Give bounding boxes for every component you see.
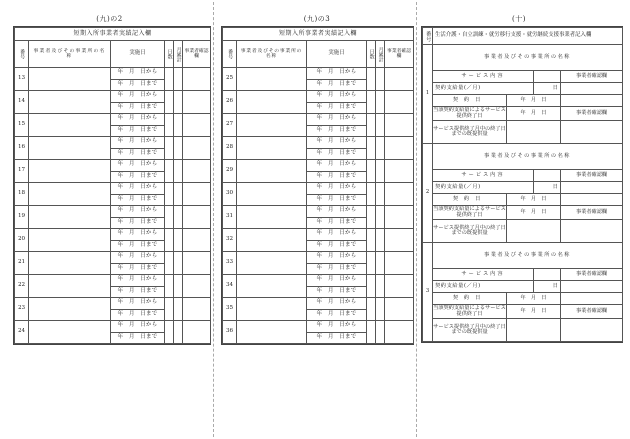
row-number: 32 — [223, 229, 237, 252]
end-date-cell: 年 月 日 — [507, 107, 561, 121]
service-cell[interactable] — [534, 170, 561, 182]
provided-cell[interactable] — [507, 220, 561, 243]
col-header-confirm: 事業者確認欄 — [183, 41, 211, 68]
days-cell[interactable] — [165, 275, 174, 298]
table-row — [423, 170, 623, 182]
confirm-cell[interactable] — [561, 182, 623, 194]
confirm-cell[interactable] — [183, 229, 211, 252]
business-name-cell[interactable] — [29, 183, 111, 206]
table-row — [423, 83, 623, 95]
days-cell[interactable] — [367, 137, 376, 160]
table-row — [423, 194, 623, 206]
confirm-cell[interactable] — [183, 68, 211, 91]
confirm-cell[interactable] — [385, 275, 414, 298]
blank-cell[interactable] — [561, 194, 623, 206]
date-from-cell[interactable]: 年 月 日から — [111, 252, 165, 264]
block-number: 3 — [423, 243, 433, 342]
table-row — [423, 144, 623, 170]
date-from-cell[interactable]: 年 月 日から — [111, 206, 165, 218]
date-to-cell[interactable]: 年 月 日まで — [307, 240, 367, 252]
page-label-9-3: (九)の3 — [303, 15, 331, 23]
date-from-cell[interactable]: 年 月 日から — [307, 298, 367, 310]
row-number: 34 — [223, 275, 237, 298]
confirm-cell[interactable] — [183, 298, 211, 321]
confirm-cell[interactable] — [385, 91, 414, 114]
business-name-cell[interactable] — [29, 275, 111, 298]
business-name-cell[interactable] — [237, 298, 307, 321]
contract-date-cell: 年 月 日 — [507, 95, 561, 107]
business-name-cell[interactable] — [237, 206, 307, 229]
row-number: 35 — [223, 298, 237, 321]
table-row — [223, 229, 414, 241]
monthly-total-cell[interactable] — [174, 114, 183, 137]
days-cell[interactable] — [165, 298, 174, 321]
days-cell[interactable] — [165, 137, 174, 160]
days-cell[interactable] — [367, 275, 376, 298]
date-from-cell[interactable]: 年 月 日から — [111, 160, 165, 172]
date-from-cell[interactable]: 年 月 日から — [111, 114, 165, 126]
col-header-date: 実施日 — [307, 41, 367, 68]
confirm-cell[interactable] — [385, 252, 414, 275]
panel-divider — [416, 2, 417, 437]
date-to-cell[interactable]: 年 月 日まで — [307, 79, 367, 91]
date-from-cell[interactable]: 年 月 日から — [307, 91, 367, 103]
provided-cell[interactable] — [507, 319, 561, 342]
monthly-total-cell[interactable] — [174, 229, 183, 252]
col-header-business: 事業者及びその事業所の名称 — [29, 41, 111, 68]
days-cell[interactable] — [367, 206, 376, 229]
row-number: 16 — [15, 137, 29, 160]
col-header-number: 番号 — [15, 41, 29, 68]
date-from-cell[interactable]: 年 月 日から — [111, 91, 165, 103]
panel-service-records — [421, 26, 623, 343]
col-header-days: 日数 — [165, 41, 174, 68]
date-from-cell[interactable]: 年 月 日から — [307, 229, 367, 241]
row-number: 21 — [15, 252, 29, 275]
business-name-cell[interactable] — [237, 91, 307, 114]
business-name-cell[interactable] — [237, 252, 307, 275]
panel-divider — [213, 2, 214, 437]
date-to-cell[interactable]: 年 月 日まで — [111, 240, 165, 252]
monthly-total-cell[interactable] — [174, 298, 183, 321]
row-number: 22 — [15, 275, 29, 298]
blank-cell[interactable] — [561, 293, 623, 305]
confirm-cell[interactable] — [561, 220, 623, 243]
date-from-cell[interactable]: 年 月 日から — [111, 298, 165, 310]
monthly-total-cell[interactable] — [376, 298, 385, 321]
business-name-cell[interactable] — [29, 252, 111, 275]
table-row — [423, 220, 623, 243]
table-row — [15, 114, 211, 126]
monthly-total-cell[interactable] — [174, 206, 183, 229]
monthly-total-cell[interactable] — [174, 252, 183, 275]
date-from-cell[interactable]: 年 月 日から — [307, 321, 367, 333]
end-date-cell: 年 月 日 — [507, 206, 561, 220]
contract-amount-cell: 日 — [534, 281, 561, 293]
table-row — [223, 275, 414, 287]
days-cell[interactable] — [367, 183, 376, 206]
service-label: サービス内容 — [433, 170, 534, 182]
business-name-cell[interactable] — [237, 229, 307, 252]
days-cell[interactable] — [367, 229, 376, 252]
confirm-cell[interactable] — [183, 275, 211, 298]
monthly-total-cell[interactable] — [376, 91, 385, 114]
date-from-cell[interactable]: 年 月 日から — [111, 137, 165, 149]
col-header-number: 番号 — [223, 41, 237, 68]
table-row — [423, 319, 623, 342]
confirm-cell[interactable] — [183, 252, 211, 275]
confirm-cell[interactable] — [183, 114, 211, 137]
monthly-total-cell[interactable] — [376, 160, 385, 183]
date-from-cell[interactable]: 年 月 日から — [111, 275, 165, 287]
date-from-cell[interactable]: 年 月 日から — [307, 137, 367, 149]
confirm-cell[interactable] — [183, 206, 211, 229]
days-cell[interactable] — [367, 298, 376, 321]
table-row — [423, 71, 623, 83]
business-name-cell[interactable] — [237, 183, 307, 206]
row-number: 13 — [15, 68, 29, 91]
contract-amount-label: 契約支給量(／月) — [433, 182, 534, 194]
date-from-cell[interactable]: 年 月 日から — [111, 68, 165, 80]
row-number: 20 — [15, 229, 29, 252]
business-name-cell[interactable] — [29, 114, 111, 137]
date-from-cell[interactable]: 年 月 日から — [307, 160, 367, 172]
monthly-total-cell[interactable] — [376, 114, 385, 137]
date-from-cell[interactable]: 年 月 日から — [307, 275, 367, 287]
confirm-label: 事業者確認欄 — [561, 170, 623, 182]
confirm-label: 事業者確認欄 — [561, 71, 623, 83]
business-name-cell[interactable] — [237, 275, 307, 298]
date-to-cell[interactable]: 年 月 日まで — [111, 263, 165, 275]
table-row — [423, 293, 623, 305]
monthly-total-cell[interactable] — [174, 160, 183, 183]
table-row — [223, 160, 414, 172]
date-from-cell[interactable]: 年 月 日から — [307, 252, 367, 264]
confirm-cell[interactable] — [561, 319, 623, 342]
confirm-cell[interactable] — [561, 83, 623, 95]
table-row — [15, 206, 211, 218]
provided-label: サービス提供終了月中の終了日までの既提供量 — [433, 319, 507, 342]
monthly-total-cell[interactable] — [174, 137, 183, 160]
panel-title: 短期入所事業者実績記入欄 — [223, 28, 414, 41]
date-from-cell[interactable]: 年 月 日から — [111, 183, 165, 195]
contract-amount-label: 契約支給量(／月) — [433, 281, 534, 293]
days-cell[interactable] — [367, 114, 376, 137]
confirm-cell[interactable] — [385, 298, 414, 321]
row-number: 36 — [223, 321, 237, 344]
table-row — [15, 183, 211, 195]
end-date-cell: 年 月 日 — [507, 305, 561, 319]
date-to-cell[interactable]: 年 月 日まで — [307, 194, 367, 206]
col-header-date: 実施日 — [111, 41, 165, 68]
table-row — [15, 160, 211, 172]
monthly-total-cell[interactable] — [376, 321, 385, 344]
business-name-cell[interactable] — [237, 68, 307, 91]
table-row — [223, 68, 414, 80]
business-name-cell[interactable] — [29, 229, 111, 252]
end-date-label: 当該契約支給量によるサービス提供終了日 — [433, 305, 506, 317]
col-header-monthly: 月累計 — [174, 41, 183, 68]
table-row — [15, 91, 211, 103]
business-name-cell[interactable] — [29, 91, 111, 114]
business-name-cell[interactable] — [29, 68, 111, 91]
date-to-cell[interactable]: 年 月 日まで — [307, 102, 367, 114]
contract-date-label: 契約日 — [433, 194, 507, 206]
table-row — [223, 206, 414, 218]
table-row — [15, 321, 211, 333]
block-number: 2 — [423, 144, 433, 243]
end-date-label: 当該契約支給量によるサービス提供終了日 — [433, 107, 506, 119]
date-to-cell[interactable]: 年 月 日まで — [111, 332, 165, 344]
table-row — [15, 252, 211, 264]
monthly-total-cell[interactable] — [376, 183, 385, 206]
service-label: サービス内容 — [433, 71, 534, 83]
confirm-cell[interactable] — [183, 137, 211, 160]
monthly-total-cell[interactable] — [376, 275, 385, 298]
business-name-cell[interactable] — [29, 206, 111, 229]
row-number: 30 — [223, 183, 237, 206]
row-number: 18 — [15, 183, 29, 206]
row-number: 26 — [223, 91, 237, 114]
table-row — [423, 206, 623, 220]
table-row — [15, 298, 211, 310]
days-cell[interactable] — [165, 183, 174, 206]
business-name-cell[interactable] — [29, 321, 111, 344]
contract-date-cell: 年 月 日 — [507, 293, 561, 305]
table-row — [423, 45, 623, 71]
business-name-label: 事業者及びその事業所の名称 — [433, 144, 623, 170]
panel-title: 短期入所事業者実績記入欄 — [15, 28, 211, 41]
row-number: 14 — [15, 91, 29, 114]
page-label-10: (十) — [512, 15, 526, 23]
days-cell[interactable] — [165, 114, 174, 137]
business-name-cell[interactable] — [29, 137, 111, 160]
panel-short-stay-1 — [13, 26, 211, 345]
date-to-cell[interactable]: 年 月 日まで — [111, 102, 165, 114]
service-cell[interactable] — [534, 269, 561, 281]
table-row — [223, 114, 414, 126]
table-row — [15, 68, 211, 80]
confirm-label: 事業者確認欄 — [561, 107, 623, 121]
contract-amount-label: 契約支給量(／月) — [433, 83, 534, 95]
monthly-total-cell[interactable] — [174, 275, 183, 298]
table-row — [423, 281, 623, 293]
table-row — [223, 298, 414, 310]
date-from-cell[interactable]: 年 月 日から — [307, 206, 367, 218]
date-from-cell[interactable]: 年 月 日から — [111, 229, 165, 241]
confirm-cell[interactable] — [385, 183, 414, 206]
table-row — [223, 252, 414, 264]
row-number: 23 — [15, 298, 29, 321]
blank-cell[interactable] — [561, 95, 623, 107]
days-cell[interactable] — [165, 252, 174, 275]
monthly-total-cell[interactable] — [376, 252, 385, 275]
date-to-cell[interactable]: 年 月 日まで — [307, 217, 367, 229]
days-cell[interactable] — [165, 68, 174, 91]
confirm-label: 事業者確認欄 — [561, 206, 623, 220]
date-to-cell[interactable]: 年 月 日まで — [307, 263, 367, 275]
row-number: 29 — [223, 160, 237, 183]
date-to-cell[interactable]: 年 月 日まで — [111, 171, 165, 183]
days-cell[interactable] — [367, 321, 376, 344]
row-number: 15 — [15, 114, 29, 137]
date-to-cell[interactable]: 年 月 日まで — [111, 286, 165, 298]
table-row — [423, 243, 623, 269]
table-row — [15, 275, 211, 287]
panel-title: 生活介護・自立訓練・就労移行支援・就労継続支援事業者記入欄 — [433, 28, 623, 45]
business-name-cell[interactable] — [237, 137, 307, 160]
business-name-cell[interactable] — [29, 160, 111, 183]
row-number: 25 — [223, 68, 237, 91]
confirm-cell[interactable] — [183, 160, 211, 183]
confirm-cell[interactable] — [183, 183, 211, 206]
row-number: 19 — [15, 206, 29, 229]
row-number: 33 — [223, 252, 237, 275]
contract-date-label: 契約日 — [433, 293, 507, 305]
contract-amount-cell: 日 — [534, 182, 561, 194]
confirm-cell[interactable] — [385, 321, 414, 344]
confirm-cell[interactable] — [385, 160, 414, 183]
table-row — [423, 121, 623, 144]
days-cell[interactable] — [165, 206, 174, 229]
date-from-cell[interactable]: 年 月 日から — [307, 114, 367, 126]
business-name-cell[interactable] — [29, 298, 111, 321]
business-name-cell[interactable] — [237, 114, 307, 137]
confirm-cell[interactable] — [385, 137, 414, 160]
col-header-business: 事業者及びその事業所の名称 — [237, 41, 307, 68]
provided-cell[interactable] — [507, 121, 561, 144]
confirm-cell[interactable] — [385, 206, 414, 229]
col-header-number: 番号 — [423, 28, 433, 45]
monthly-total-cell[interactable] — [376, 206, 385, 229]
date-from-cell[interactable]: 年 月 日から — [307, 183, 367, 195]
table-row — [223, 183, 414, 195]
contract-amount-cell: 日 — [534, 83, 561, 95]
days-cell[interactable] — [165, 321, 174, 344]
table-row — [223, 321, 414, 333]
monthly-total-cell[interactable] — [376, 229, 385, 252]
service-cell[interactable] — [534, 71, 561, 83]
date-from-cell[interactable]: 年 月 日から — [111, 321, 165, 333]
monthly-total-cell[interactable] — [376, 68, 385, 91]
date-to-cell[interactable]: 年 月 日まで — [111, 217, 165, 229]
confirm-cell[interactable] — [385, 229, 414, 252]
end-date-label: 当該契約支給量によるサービス提供終了日 — [433, 206, 506, 218]
monthly-total-cell[interactable] — [174, 68, 183, 91]
business-name-label: 事業者及びその事業所の名称 — [433, 45, 623, 71]
date-to-cell[interactable]: 年 月 日まで — [111, 194, 165, 206]
days-cell[interactable] — [367, 160, 376, 183]
page-label-9-2: (九)の2 — [96, 15, 123, 23]
provided-label: サービス提供終了月中の終了日までの既提供量 — [433, 121, 507, 144]
row-number: 27 — [223, 114, 237, 137]
date-to-cell[interactable]: 年 月 日まで — [307, 286, 367, 298]
date-to-cell[interactable]: 年 月 日まで — [307, 309, 367, 321]
contract-date-cell: 年 月 日 — [507, 194, 561, 206]
table-row — [423, 107, 623, 121]
date-to-cell[interactable]: 年 月 日まで — [307, 125, 367, 137]
days-cell[interactable] — [367, 68, 376, 91]
row-number: 31 — [223, 206, 237, 229]
days-cell[interactable] — [165, 91, 174, 114]
confirm-cell[interactable] — [183, 321, 211, 344]
monthly-total-cell[interactable] — [174, 321, 183, 344]
date-to-cell[interactable]: 年 月 日まで — [111, 125, 165, 137]
table-row — [423, 182, 623, 194]
date-to-cell[interactable]: 年 月 日まで — [307, 148, 367, 160]
monthly-total-cell[interactable] — [174, 183, 183, 206]
days-cell[interactable] — [367, 252, 376, 275]
confirm-cell[interactable] — [561, 281, 623, 293]
days-cell[interactable] — [165, 229, 174, 252]
confirm-cell[interactable] — [183, 91, 211, 114]
col-header-confirm: 事業者確認欄 — [385, 41, 414, 68]
table-row — [15, 137, 211, 149]
table-row — [15, 229, 211, 241]
date-to-cell[interactable]: 年 月 日まで — [111, 148, 165, 160]
provided-label: サービス提供終了月中の終了日までの既提供量 — [433, 220, 507, 243]
panel-short-stay-2 — [221, 26, 414, 345]
confirm-cell[interactable] — [385, 114, 414, 137]
business-name-cell[interactable] — [237, 160, 307, 183]
confirm-cell[interactable] — [561, 121, 623, 144]
date-to-cell[interactable]: 年 月 日まで — [307, 171, 367, 183]
block-number: 1 — [423, 45, 433, 144]
service-label: サービス内容 — [433, 269, 534, 281]
days-cell[interactable] — [367, 91, 376, 114]
days-cell[interactable] — [165, 160, 174, 183]
row-number: 24 — [15, 321, 29, 344]
business-name-label: 事業者及びその事業所の名称 — [433, 243, 623, 269]
business-name-cell[interactable] — [237, 321, 307, 344]
date-to-cell[interactable]: 年 月 日まで — [111, 79, 165, 91]
table-row — [223, 91, 414, 103]
col-header-days: 日数 — [367, 41, 376, 68]
monthly-total-cell[interactable] — [376, 137, 385, 160]
col-header-monthly: 月累計 — [376, 41, 385, 68]
row-number: 17 — [15, 160, 29, 183]
confirm-cell[interactable] — [385, 68, 414, 91]
date-to-cell[interactable]: 年 月 日まで — [307, 332, 367, 344]
monthly-total-cell[interactable] — [174, 91, 183, 114]
contract-date-label: 契約日 — [433, 95, 507, 107]
table-row — [423, 269, 623, 281]
date-to-cell[interactable]: 年 月 日まで — [111, 309, 165, 321]
table-row — [423, 95, 623, 107]
confirm-label: 事業者確認欄 — [561, 269, 623, 281]
table-row — [423, 305, 623, 319]
row-number: 28 — [223, 137, 237, 160]
date-from-cell[interactable]: 年 月 日から — [307, 68, 367, 80]
table-row — [223, 137, 414, 149]
confirm-label: 事業者確認欄 — [561, 305, 623, 319]
